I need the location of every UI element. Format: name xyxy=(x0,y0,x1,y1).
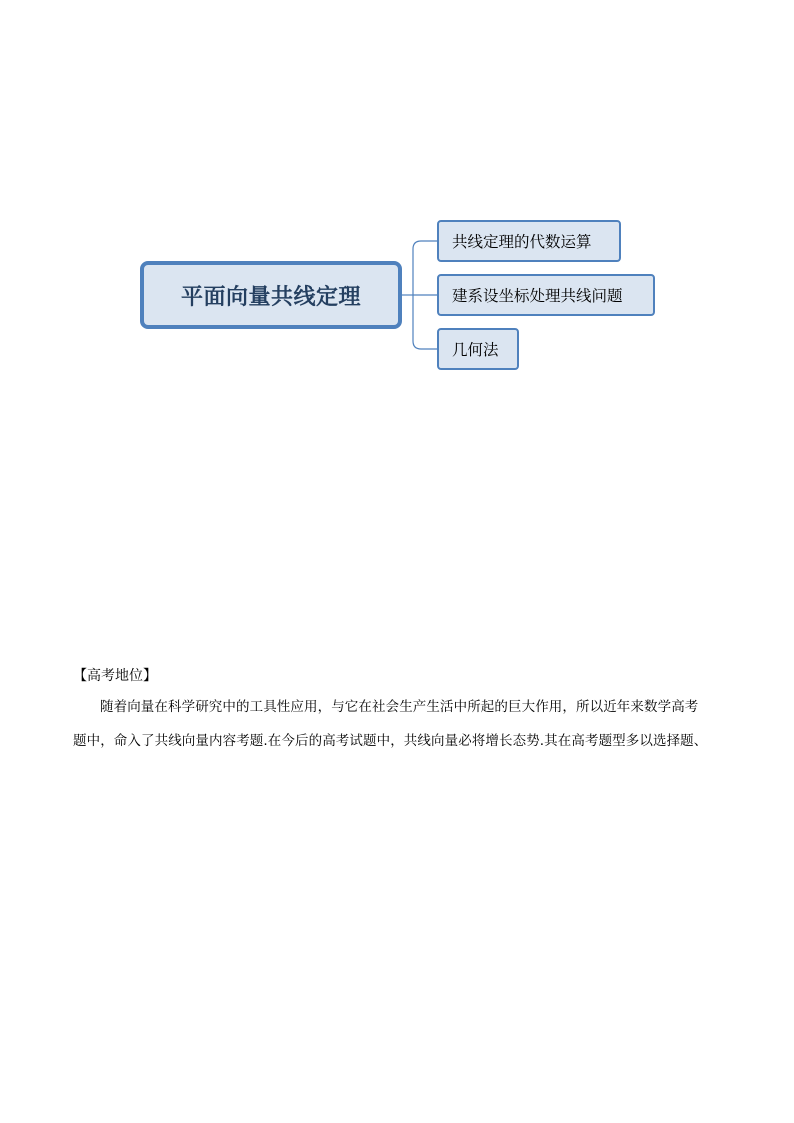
mindmap-branch-label: 建系设坐标处理共线问题 xyxy=(452,287,623,305)
mindmap-branch-algebraic xyxy=(437,220,621,262)
mindmap-branch-geometric xyxy=(437,328,519,370)
mindmap-branch-coordinates xyxy=(437,274,655,316)
mindmap-branch-label: 共线定理的代数运算 xyxy=(452,233,592,251)
mindmap-root-label: 平面向量共线定理 xyxy=(180,284,361,310)
paragraph-line: 随着向量在科学研究中的工具性应用，与它在社会生产生活中所起的巨大作用，所以近年来数学高考 xyxy=(100,699,699,715)
mindmap-branch-label: 几何法 xyxy=(452,341,499,359)
mindmap-root-node xyxy=(140,261,402,329)
section-heading: 【高考地位】 xyxy=(73,668,157,684)
paragraph-line: 题中，命入了共线向量内容考题.在今后的高考试题中，共线向量必将增长态势.其在高考题型多以选择题、 xyxy=(73,733,708,749)
